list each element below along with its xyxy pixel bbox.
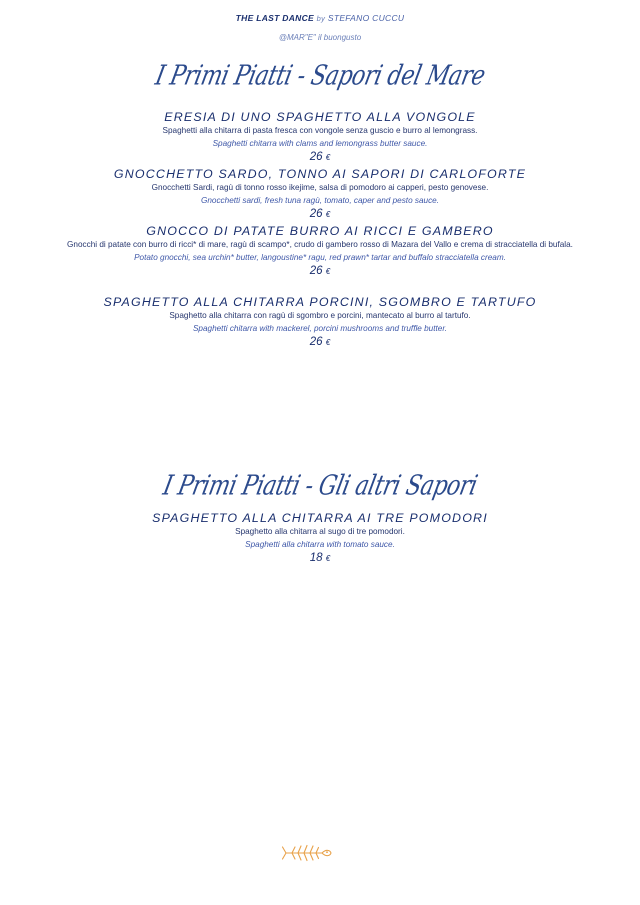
menu-item [0,225,640,279]
currency: € [325,153,331,162]
section-title-other: I Primi Piatti - Gli altri Sapori [160,470,480,503]
price-value: 26 [309,265,323,277]
restaurant-name: THE LAST DANCE [235,13,314,23]
dish-description-en: Potato gnocchi, sea urchin* butter, langoustine* ragu, red prawn* tartar and buffalo stracciatella cream. [134,252,506,262]
dish-description-it: Gnocchi di patate con burro di ricci* di mare, ragù di scampo*, crudo di gambero rosso di Mazara del Vallo e crema di stracciatella di bufala. [67,240,573,249]
dish-price [0,335,640,350]
menu-item [0,296,640,350]
restaurant-subtitle: @MAR"E" il buongusto [278,33,362,42]
price-value: 26 [309,151,323,163]
currency: € [325,338,331,347]
chef-name: STEFANO CUCCU [327,13,405,23]
header-by: by [316,14,326,23]
dish-description-en: Spaghetti chitarra with mackerel, porcini mushrooms and truffle butter. [192,323,448,333]
dish-name: SPAGHETTO ALLA CHITARRA AI TRE POMODORI [152,513,488,525]
menu-item [0,111,640,165]
price-value: 26 [309,208,323,220]
fish-skeleton-icon [282,842,332,864]
currency: € [325,554,331,563]
dish-name: ERESIA DI UNO SPAGHETTO ALLA VONGOLE [164,112,476,124]
section-title-sea: I Primi Piatti - Sapori del Mare [152,60,488,93]
dish-description-en: Spaghetti chitarra with clams and lemongrass butter sauce. [212,138,428,148]
currency: € [325,210,331,219]
menu-item [0,512,640,566]
dish-description-en: Gnocchetti sardi, fresh tuna ragù, tomato, caper and pesto sauce. [200,195,440,205]
currency: € [325,267,331,276]
dish-name: SPAGHETTO ALLA CHITARRA PORCINI, SGOMBRO E TARTUFO [103,297,537,309]
dish-price [0,150,640,165]
dish-description-en: Spaghetti alla chitarra with tomato sauce. [245,539,395,549]
dish-name: GNOCCHETTO SARDO, TONNO AI SAPORI DI CARLOFORTE [113,169,527,181]
dish-name: GNOCCO DI PATATE BURRO AI RICCI E GAMBERO [146,226,494,238]
dish-price [0,264,640,279]
dish-price [0,551,640,566]
price-value: 26 [309,336,323,348]
restaurant-header [0,13,640,23]
dish-description-it: Spaghetto alla chitarra al sugo di tre pomodori. [235,527,405,536]
dish-description-it: Gnocchetti Sardi, ragù di tonno rosso ikejime, salsa di pomodoro ai capperi, pesto genovese. [151,183,489,192]
dish-price [0,207,640,222]
menu-item [0,168,640,222]
dish-description-it: Spaghetto alla chitarra con ragù di sgombro e porcini, mantecato al burro al tartufo. [169,311,471,320]
price-value: 18 [309,552,323,564]
dish-description-it: Spaghetti alla chitarra di pasta fresca con vongole senza guscio e burro al lemongrass. [162,126,478,135]
